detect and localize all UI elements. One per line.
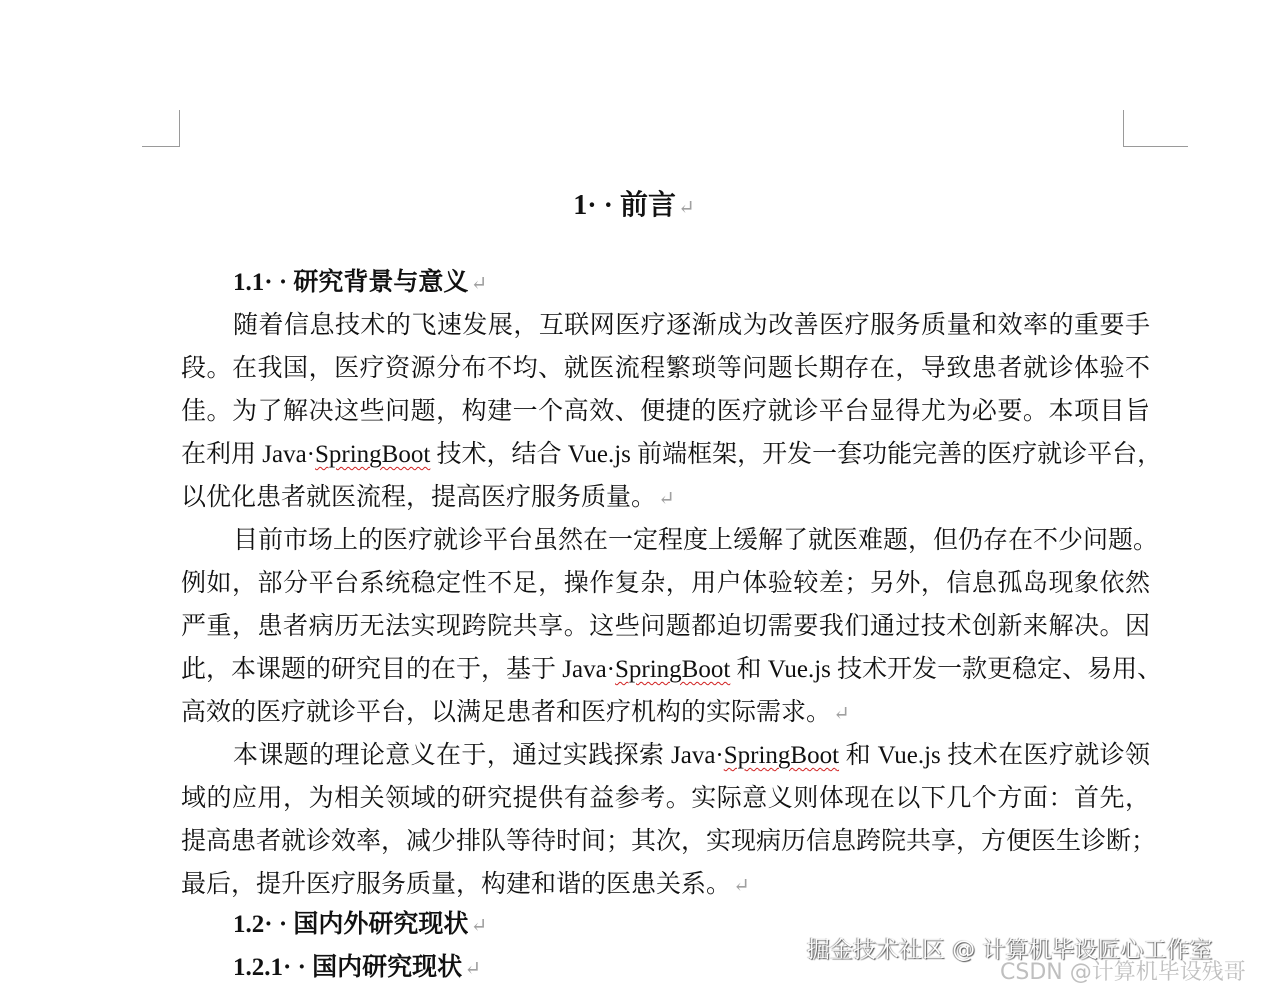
line-text: 和 Vue.js 技术开发一款更稳定、易用、	[730, 656, 1163, 683]
chapter-title-text: 1· · 前言	[573, 190, 676, 221]
paragraph-line	[181, 654, 1163, 686]
crop-mark-left-horizontal	[142, 146, 180, 147]
chapter-title	[0, 188, 1268, 226]
paragraph-mark-icon: ↵	[677, 197, 695, 219]
paragraph-line	[181, 568, 1150, 600]
juejin-watermark: 掘金技术社区 @ 计算机毕设匠心工作室	[807, 937, 1213, 963]
line-text: 目前市场上的医疗就诊平台虽然在一定程度上缓解了就医难题，但仍存在不少问题。	[233, 527, 1159, 554]
paragraph-line	[233, 310, 1150, 342]
crop-mark-right-vertical	[1123, 110, 1124, 147]
line-text: 此，本课题的研究目的在于，基于 Java·	[181, 656, 615, 683]
line-text: 例如，部分平台系统稳定性不足，操作复杂，用户体验较差；另外，信息孤岛现象依然	[181, 570, 1150, 597]
line-text: 和 Vue.js 技术在医疗就诊领	[839, 742, 1150, 769]
misspelled-word: SpringBoot	[723, 742, 840, 769]
line-text: 本课题的理论意义在于，通过实践探索 Java·	[233, 742, 724, 769]
paragraph-mark-icon: ↵	[470, 915, 488, 937]
line-text: 提高患者就诊效率，减少排队等待时间；其次，实现病历信息跨院共享，方便医生诊断；	[181, 828, 1157, 855]
crop-mark-left-vertical	[179, 110, 180, 147]
paragraph-line	[181, 482, 1150, 514]
line-text: 段。在我国，医疗资源分布不均、就医流程繁琐等问题长期存在，导致患者就诊体验不	[181, 355, 1150, 382]
paragraph-line	[181, 826, 1157, 858]
line-text: 佳。为了解决这些问题，构建一个高效、便捷的医疗就诊平台显得尤为必要。本项目旨	[181, 398, 1150, 425]
line-text: 在利用 Java·	[181, 441, 315, 468]
section-heading-text: 1.1· · 研究背景与意义	[233, 269, 469, 296]
section-heading-text: 1.2.1· · 国内研究现状	[233, 954, 463, 981]
line-text: 高效的医疗就诊平台，以满足患者和医疗机构的实际需求。	[181, 699, 832, 726]
paragraph-mark-icon: ↵	[658, 488, 675, 510]
paragraph-line	[181, 439, 1163, 471]
section-heading-1-2	[233, 909, 487, 942]
paragraph-line	[233, 525, 1159, 557]
line-text: 随着信息技术的飞速发展，互联网医疗逐渐成为改善医疗服务质量和效率的重要手	[233, 312, 1150, 339]
misspelled-word: SpringBoot	[615, 656, 731, 683]
paragraph-line	[181, 783, 1150, 815]
paragraph-line	[233, 740, 1150, 772]
paragraph-mark-icon: ↵	[833, 703, 850, 725]
crop-mark-right-horizontal	[1123, 146, 1188, 147]
paragraph-line	[181, 353, 1150, 385]
line-text: 技术，结合 Vue.js 前端框架，开发一套功能完善的医疗就诊平台，	[430, 441, 1163, 468]
line-text: 最后，提升医疗服务质量，构建和谐的医患关系。	[181, 871, 732, 898]
section-heading-text: 1.2· · 国内外研究现状	[233, 911, 469, 938]
section-heading-1-2-1	[233, 952, 481, 985]
paragraph-line	[181, 611, 1150, 643]
line-text: 以优化患者就医流程，提高医疗服务质量。	[181, 484, 657, 511]
paragraph-line	[181, 396, 1150, 428]
line-text: 域的应用，为相关领域的研究提供有益参考。实际意义则体现在以下几个方面：首先，	[181, 785, 1150, 812]
paragraph-mark-icon: ↵	[464, 958, 481, 980]
misspelled-word: SpringBoot	[315, 441, 431, 468]
paragraph-mark-icon: ↵	[733, 875, 750, 897]
line-text: 严重，患者病历无法实现跨院共享。这些问题都迫切需要我们通过技术创新来解决。因	[181, 613, 1150, 640]
section-heading-1-1	[233, 267, 487, 300]
paragraph-mark-icon: ↵	[470, 273, 488, 295]
paragraph-line	[181, 697, 1150, 729]
csdn-watermark: CSDN @计算机毕设残哥	[1000, 960, 1246, 985]
paragraph-line	[181, 869, 1150, 901]
